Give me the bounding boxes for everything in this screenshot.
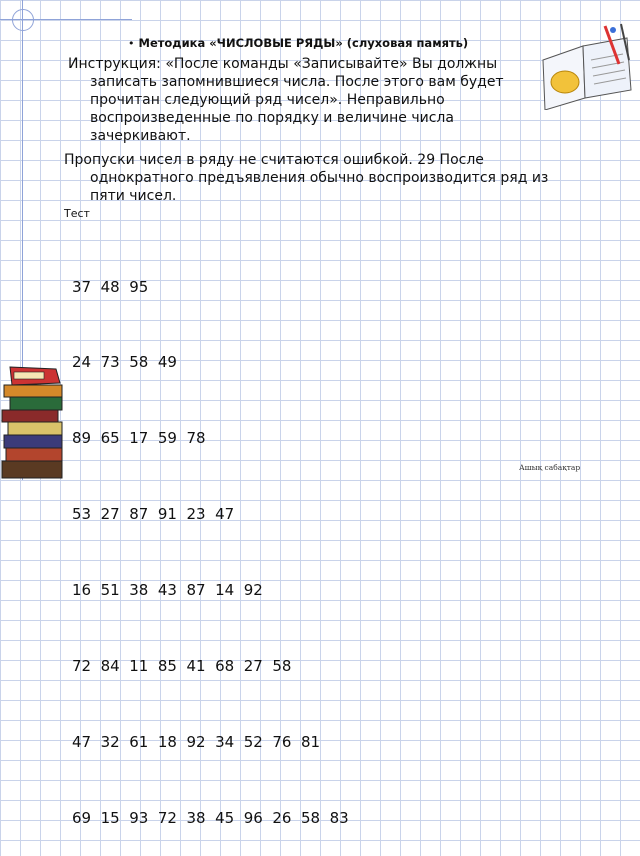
omissions-line-1: Пропуски чисел в ряду не считаются ошибкой. 29 После: [64, 152, 484, 168]
number-rows: [72, 224, 349, 856]
number-row: 72 84 11 85 41 68 27 58: [72, 657, 292, 676]
instruction-line-4: воспроизведенные по порядку и величине числа: [90, 110, 454, 126]
footer-caption: Ашық сабақтар: [519, 463, 581, 472]
corner-circle-decoration: [12, 9, 34, 31]
number-row: 69 15 93 72 38 45 96 26 58 83: [72, 808, 349, 827]
slide-heading: [128, 36, 468, 50]
instruction-line-1: Инструкция: «После команды «Записывайте» Вы должны: [68, 56, 498, 72]
book-stack-illustration: [0, 365, 66, 480]
open-book-illustration: [535, 20, 635, 110]
bullet-icon: •: [128, 37, 135, 50]
number-row: 16 51 38 43 87 14 92: [72, 581, 263, 600]
method-subtitle: (слуховая память): [342, 36, 469, 50]
number-row: 47 32 61 18 92 34 52 76 81: [72, 732, 321, 751]
instruction-line-2: записать запомнившиеся числа. После этого вам будет: [90, 74, 504, 90]
omissions-line-3: пяти чисел.: [90, 188, 177, 204]
omissions-paragraph: [64, 151, 604, 205]
method-title: Методика «ЧИСЛОВЫЕ РЯДЫ»: [138, 36, 343, 50]
number-row: 89 65 17 59 78: [72, 429, 206, 448]
instruction-paragraph: [68, 55, 538, 145]
omissions-line-2: однократного предъявления обычно воспроизводится ряд из: [90, 170, 549, 186]
number-row: 24 73 58 49: [72, 353, 177, 372]
test-label: Тест: [64, 207, 90, 220]
number-row: 37 48 95: [72, 277, 149, 296]
instruction-line-5: зачеркивают.: [90, 128, 191, 144]
instruction-line-3: прочитан следующий ряд чисел». Неправильно: [90, 92, 445, 108]
number-row: 53 27 87 91 23 47: [72, 505, 235, 524]
